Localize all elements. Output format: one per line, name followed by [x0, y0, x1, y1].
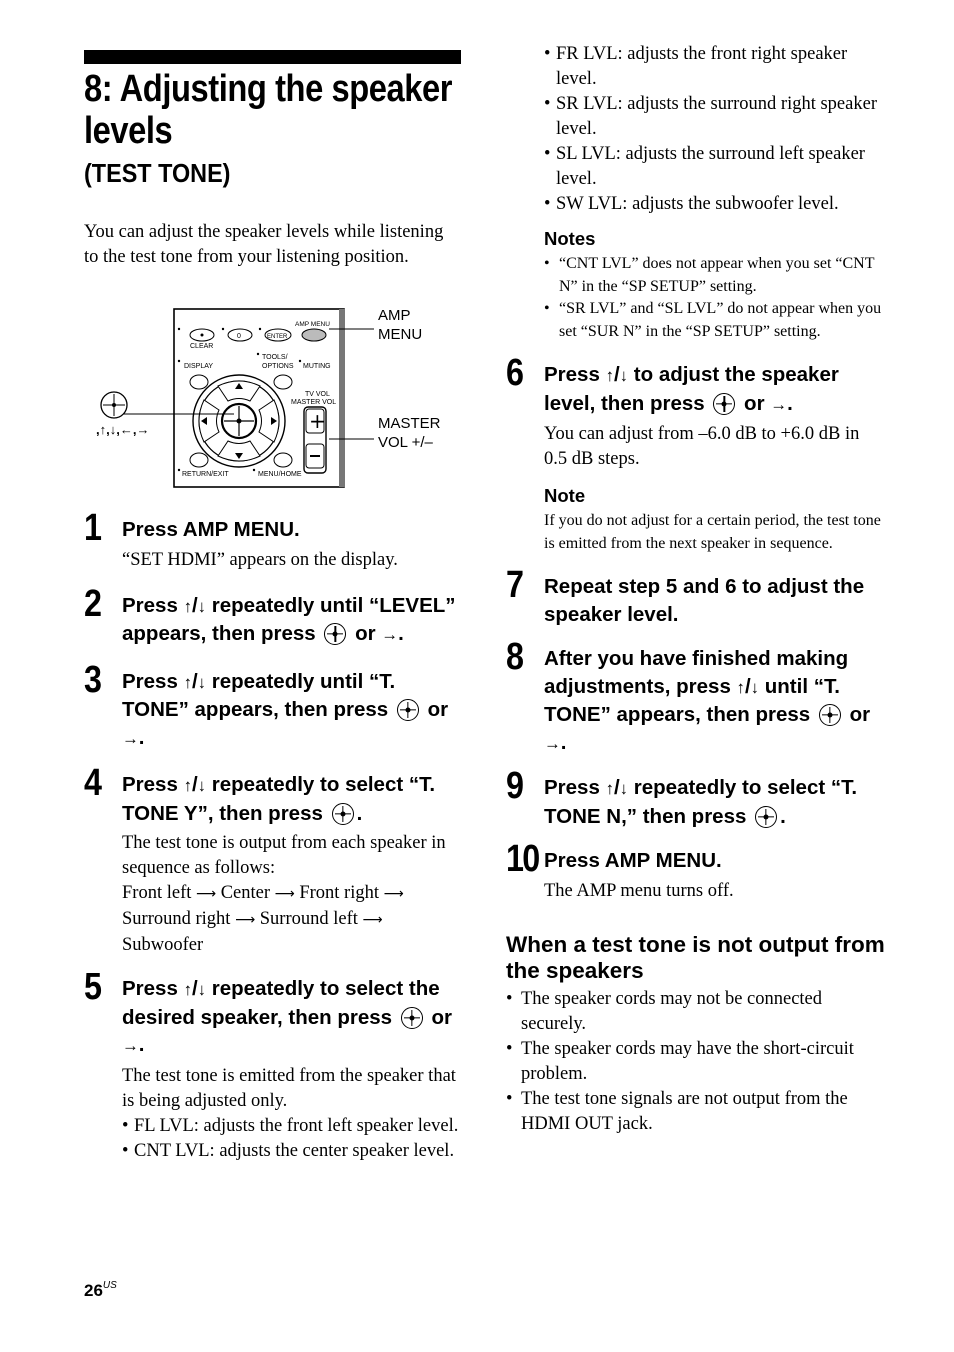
- step-4: [84, 762, 464, 958]
- step-number: 9: [506, 765, 524, 807]
- note-text: If you do not adjust for a certain period, the test tone is emitted from the next speaker in sequence.: [544, 512, 881, 552]
- step-8: [506, 636, 886, 757]
- remote-return-label: RETURN/EXIT: [182, 471, 229, 478]
- step-body: You can adjust from –6.0 dB to +6.0 dB in 0.5 dB steps.: [544, 424, 860, 469]
- note-heading: Note: [544, 485, 586, 506]
- list-item: • The test tone signals are not output from the HDMI OUT jack.: [506, 1087, 886, 1137]
- troubleshoot-heading: When a test tone is not output from the speakers: [506, 931, 885, 983]
- down-arrow-icon: ↓: [197, 776, 207, 795]
- flow-arrow-icon: ⟶: [383, 886, 404, 902]
- up-arrow-icon: ↑: [605, 779, 614, 798]
- steps-left: [84, 507, 464, 1164]
- remote-display-label: DISPLAY: [184, 363, 214, 370]
- step-heading: Press ↑/↓ repeatedly to select “T. TONE N,” then press .: [544, 776, 858, 828]
- step-heading: Press ↑/↓ repeatedly to select the desired speaker, then press or →.: [122, 975, 464, 1060]
- step-9: [506, 765, 886, 830]
- notes-heading: Notes: [544, 228, 596, 249]
- list-item: • CNT LVL: adjusts the center speaker level.: [122, 1139, 464, 1164]
- step-number: 2: [84, 582, 102, 625]
- step-1: [84, 507, 464, 573]
- remote-clear-label: CLEAR: [190, 343, 214, 350]
- troubleshoot-section: [506, 932, 886, 1137]
- up-arrow-icon: ↑: [183, 596, 192, 616]
- step-body: The test tone is output from each speaker in sequence as follows: Front left ⟶ Center ⟶ Front right ⟶ Surround right ⟶ Surround left ⟶ Subwoofer: [122, 831, 464, 958]
- list-item: • The speaker cords may have the short-circuit problem.: [506, 1037, 886, 1087]
- step-3: [84, 658, 464, 753]
- step-body: The test tone is emitted from the speaker that is being adjusted only. • FL LVL: adjusts the front left speaker level. • CNT LVL: adjusts the center speaker level.: [122, 1064, 464, 1164]
- remote-figure: [84, 304, 464, 488]
- tone-sequence: Front left ⟶ Center ⟶ Front right ⟶ Surround right ⟶ Surround left ⟶ Subwoofer: [122, 883, 404, 955]
- page-number: $26^{US}$: [84, 1280, 117, 1300]
- remote-enter-label: ENTER: [267, 334, 288, 340]
- intro-text: You can adjust the speaker levels while listening to the test tone from your listening position.: [84, 222, 444, 267]
- step-heading: Press AMP MENU.: [544, 849, 722, 872]
- page-title: 8: Adjusting the speaker levels: [84, 68, 453, 152]
- remote-tools-label: TOOLS/: [262, 354, 288, 361]
- remote-muting-label: MUTING: [303, 363, 331, 370]
- down-arrow-icon: ↓: [197, 596, 207, 616]
- list-item: • SL LVL: adjusts the surround left speaker level.: [544, 142, 886, 192]
- step-heading: Press ↑/↓ repeatedly to select “T. TONE Y”, then press .: [122, 773, 436, 825]
- remote-ampmenu-label: AMP MENU: [295, 321, 330, 328]
- right-arrow-icon: →: [122, 728, 139, 748]
- notes-block: [506, 227, 886, 343]
- page-subtitle: (TEST TONE): [84, 158, 231, 188]
- left-column: [84, 50, 462, 270]
- up-arrow-icon: ↑: [183, 776, 192, 795]
- step-number: 4: [84, 762, 102, 804]
- step-number: 3: [84, 658, 102, 701]
- flow-arrow-icon: ⟶: [235, 912, 256, 928]
- svg-text:MASTER VOL: MASTER VOL: [291, 399, 337, 406]
- step-number: 7: [506, 564, 524, 606]
- step-heading: Press AMP MENU.: [122, 518, 300, 541]
- note-item: • “SR LVL” and “SL LVL” do not appear when you set “SUR N” in the “SP SETUP” setting.: [544, 298, 886, 343]
- right-column: [506, 42, 886, 1137]
- down-arrow-icon: ↓: [750, 677, 760, 697]
- remote-menuhome-label: MENU/HOME: [258, 471, 302, 478]
- right-arrow-icon: →: [770, 394, 788, 414]
- troubleshoot-list: [506, 987, 886, 1137]
- step-body: The AMP menu turns off.: [544, 880, 734, 901]
- amp-menu-callout: AMP MENU: [378, 307, 423, 343]
- down-arrow-icon: ↓: [197, 672, 207, 692]
- step-body: “SET HDMI” appears on the display.: [122, 549, 398, 570]
- step-number: 6: [506, 352, 524, 394]
- step-2: [84, 582, 464, 649]
- right-arrow-icon: →: [122, 1036, 139, 1055]
- remote-zero-label: 0: [237, 333, 241, 340]
- down-arrow-icon: ↓: [619, 779, 629, 798]
- step-number: 8: [506, 636, 524, 678]
- step-heading: Press ↑/↓ to adjust the speaker level, then press or →.: [544, 361, 886, 418]
- svg-text:+: +: [309, 409, 326, 433]
- enter-icon: [713, 393, 735, 415]
- step-6: [506, 352, 886, 555]
- list-item: • SW LVL: adjusts the subwoofer level.: [544, 192, 886, 217]
- up-arrow-icon: ↑: [736, 677, 745, 697]
- title-rule: [84, 50, 461, 64]
- down-arrow-icon: ↓: [619, 366, 629, 385]
- up-arrow-icon: ↑: [605, 366, 614, 385]
- flow-arrow-icon: ⟶: [362, 912, 383, 928]
- up-arrow-icon: ↑: [183, 672, 192, 692]
- step-7: [506, 564, 886, 628]
- step6-note: [544, 484, 886, 555]
- master-vol-callout: MASTER VOL +/–: [378, 415, 441, 451]
- right-arrow-icon: →: [381, 625, 399, 644]
- list-item: • The speaker cords may not be connected securely.: [506, 987, 886, 1037]
- enter-icon: [401, 1007, 423, 1029]
- flow-arrow-icon: ⟶: [196, 886, 217, 902]
- step-10: [506, 838, 886, 904]
- step-heading: Repeat step 5 and 6 to adjust the speaker level.: [544, 575, 865, 626]
- enter-icon: [332, 803, 354, 825]
- svg-text:OPTIONS: OPTIONS: [262, 363, 294, 370]
- down-arrow-icon: ↓: [197, 980, 207, 999]
- enter-icon: [397, 699, 419, 721]
- note-item: • “CNT LVL” does not appear when you set “CNT N” in the “SP SETUP” setting.: [544, 253, 886, 298]
- step-5: [84, 966, 464, 1164]
- step-number: 10: [506, 838, 539, 880]
- list-item: • SR LVL: adjusts the surround right speaker level.: [544, 92, 886, 142]
- right-arrow-icon: →: [544, 733, 561, 753]
- up-arrow-icon: ↑: [183, 980, 192, 999]
- step-heading: After you have finished making adjustments, press ↑/↓ until “T. TONE” appears, then press or →.: [544, 645, 886, 757]
- enter-icon: [819, 704, 841, 726]
- step-heading: Press ↑/↓ repeatedly until “LEVEL” appears, then press or →.: [122, 592, 464, 649]
- enter-icon: [755, 806, 777, 828]
- list-item: • FL LVL: adjusts the front left speaker level.: [122, 1114, 464, 1139]
- step-heading: Press ↑/↓ repeatedly until “T. TONE” appears, then press or →.: [122, 668, 464, 753]
- flow-arrow-icon: ⟶: [274, 886, 295, 902]
- speaker-list-continued: [506, 42, 886, 217]
- enter-icon: [324, 623, 346, 645]
- step-number: 1: [84, 507, 102, 549]
- step-number: 5: [84, 966, 102, 1008]
- remote-tvvol-label: TV VOL: [305, 391, 330, 398]
- list-item: • FR LVL: adjusts the front right speaker level.: [544, 42, 886, 92]
- arrows-callout: ,↑,↓,←,→: [96, 422, 150, 437]
